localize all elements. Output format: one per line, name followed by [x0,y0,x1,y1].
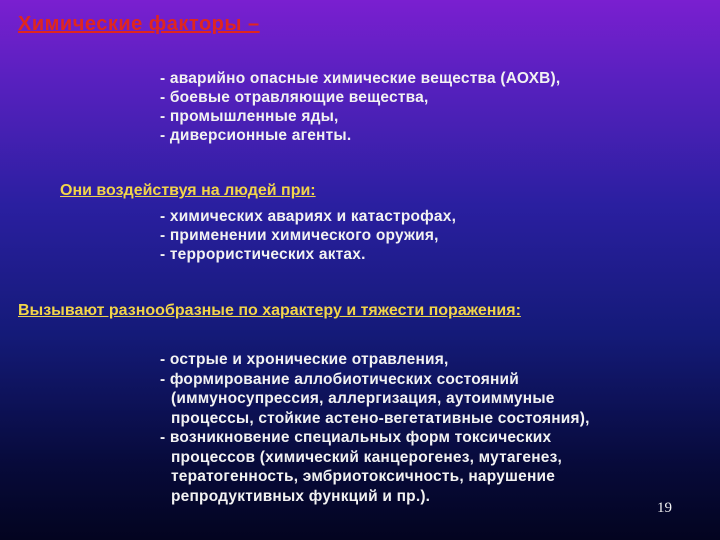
slide-title: Химические факторы – [18,13,260,35]
list-item: - химических авариях и катастрофах, [160,208,457,225]
exposure-situations-list [160,207,456,264]
list-item: - террористических актах. [160,246,366,263]
list-item: процессы, стойкие астено-вегетативные состояния), [171,409,590,427]
list-item: - формирование аллобиотических состояний [160,370,519,388]
list-item: - аварийно опасные химические вещества (АОХВ), [160,70,561,87]
list-item: - острые и хронические отравления, [160,351,449,368]
list-item: - боевые отравляющие вещества, [160,89,429,106]
list-item: - применении химического оружия, [160,227,439,244]
list-item: - возникновение специальных форм токсических [160,429,552,446]
list-item: тератогенность, эмбриотоксичность, нарушение [171,468,556,485]
list-item: (иммуносупрессия, аллергизация, аутоиммуные [171,390,555,407]
list-item: процессов (химический канцерогенез, мутагенез, [171,448,563,466]
effects-list [160,350,590,506]
hazard-types-list [160,69,560,145]
list-item: репродуктивных функций и пр.). [171,487,431,505]
exposure-heading: Они воздействуя на людей при: [60,182,316,199]
list-item: - промышленные яды, [160,108,339,125]
page-number: 19 [657,500,672,516]
effects-heading: Вызывают разнообразные по характеру и тяжести поражения: [18,302,521,319]
list-item: - диверсионные агенты. [160,127,352,144]
